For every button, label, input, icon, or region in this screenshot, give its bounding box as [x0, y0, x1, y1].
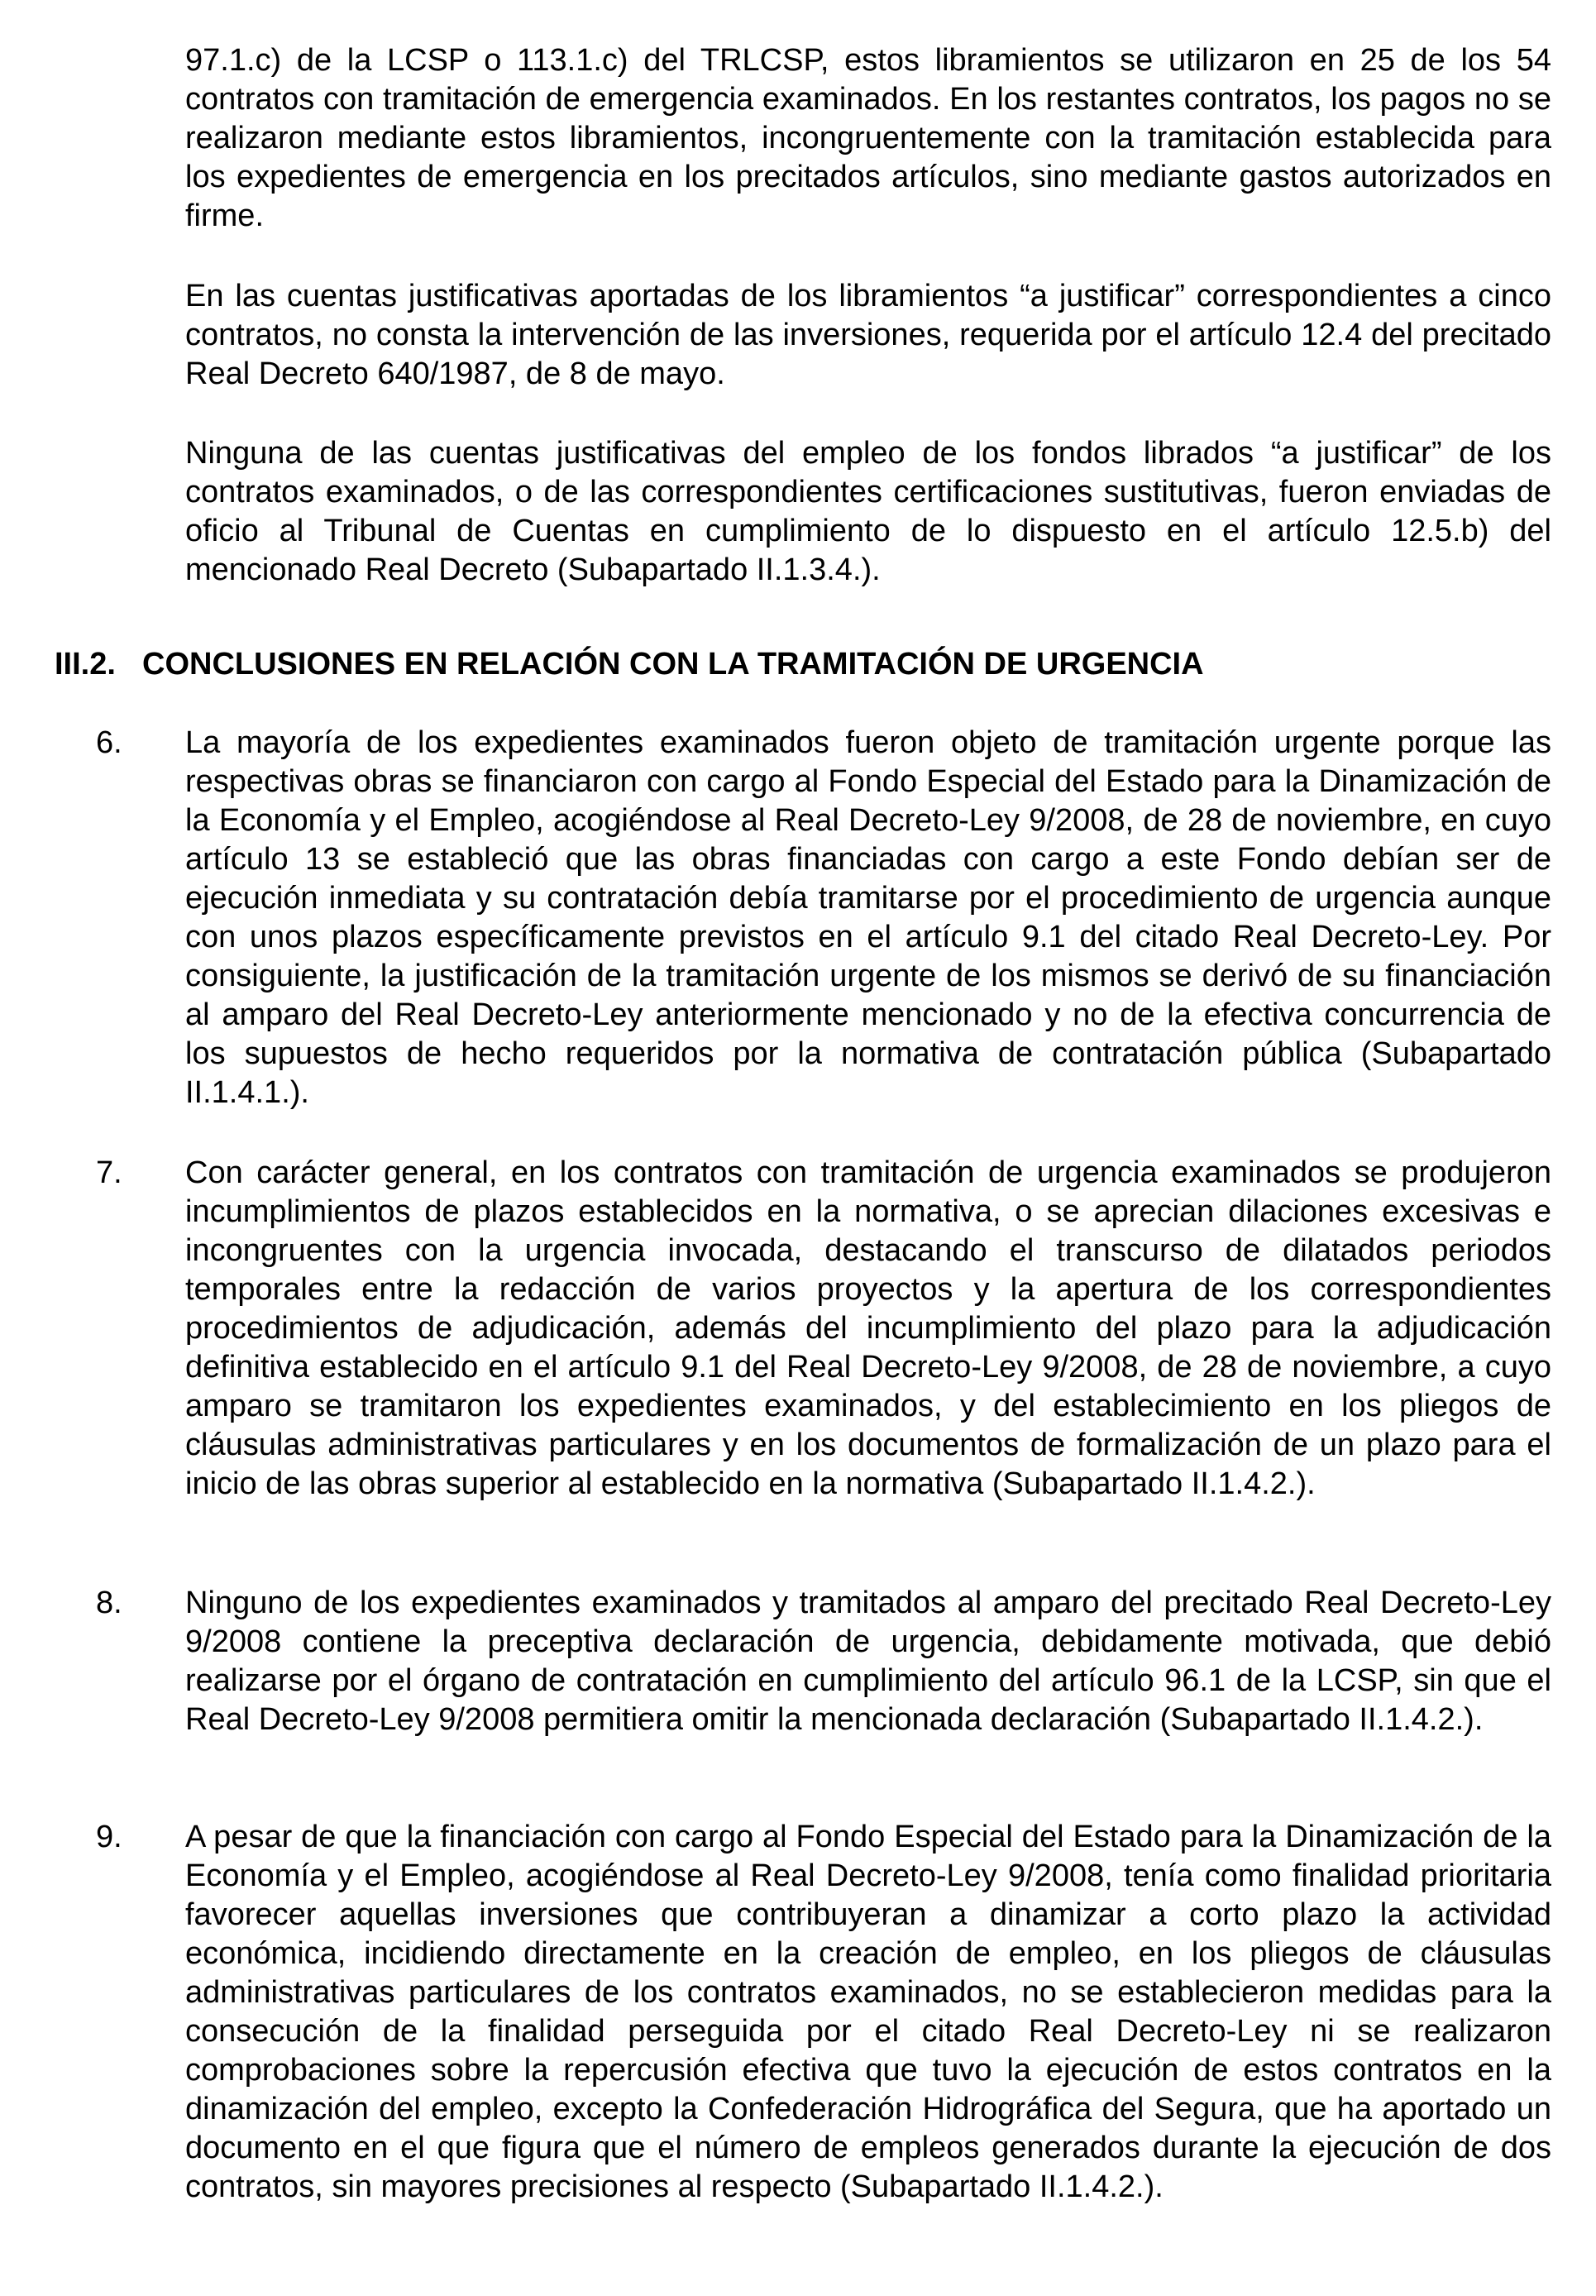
item-text-7: Con carácter general, en los contratos con tramitación de urgencia examinados se produjeron incumplimientos de plazos establecidos en la normativa, o se aprecian dilaciones excesivas e incongruentes con la urgencia invocada, destacando el transcurso de dilatados periodos temporales entre la redacción de varios proyectos y la apertura de los correspondientes procedimientos de adjudicación, además del incumplimiento del plazo para la adjudicación definitiva establecido en el artículo 9.1 del Real Decreto-Ley 9/2008, de 28 de noviembre, a cuyo amparo se tramitaron los expedientes examinados, y del establecimiento en los pliegos de cláusulas administrativas particulares y en los documentos de formalización de un plazo para el inicio de las obras superior al establecido en la normativa (Subapartado II.1.4.2.). — [185, 1155, 1551, 1501]
item-number-8: 8. — [96, 1586, 122, 1620]
paragraph-envio-tribunal: Ninguna de las cuentas justificativas del empleo de los fondos librados “a justificar” de los contratos examinados, o de las correspondientes certificaciones sustitutivas, fueron enviadas de oficio al Tribunal de Cuentas en cumplimiento de lo dispuesto en el artículo 12.5.b) del mencionado Real Decreto (Subapartado II.1.3.4.). — [185, 436, 1551, 587]
section-heading — [55, 645, 1551, 684]
item-text-9: A pesar de que la financiación con cargo al Fondo Especial del Estado para la Dinamización de la Economía y el Empleo, acogiéndose al Real Decreto-Ley 9/2008, tenía como finalidad prioritaria favorecer aquellas inversiones que contribuyeran a dinamizar a corto plazo la actividad económica, incidiendo directamente en la creación de empleo, en los pliegos de cláusulas administrativas particulares de los contratos examinados, no se establecieron medidas para la consecución de la finalidad perseguida por el citado Real Decreto-Ley ni se realizaron comprobaciones sobre la repercusión efectiva que tuvo la ejecución de estos contratos en la dinamización del empleo, excepto la Confederación Hidrográfica del Segura, que ha aportado un documento en el que figura que el número de empleos generados durante la ejecución de dos contratos, sin mayores precisiones al respecto (Subapartado II.1.4.2.). — [185, 1820, 1551, 2204]
section-number: III.2. — [55, 647, 116, 682]
item-number-9: 9. — [96, 1820, 122, 1854]
paragraph-libramientos-emergencia: 97.1.c) de la LCSP o 113.1.c) del TRLCSP, estos libramientos se utilizaron en 25 de los 54 contratos con tramitación de emergencia examinados. En los restantes contratos, los pagos no se realizaron mediante estos libramientos, incongruentemente con la tramitación establecida para los expedientes de emergencia en los precitados artículos, sino mediante gastos autorizados en firme. — [185, 43, 1551, 233]
item-text-6: La mayoría de los expedientes examinados fueron objeto de tramitación urgente porque las respectivas obras se financiaron con cargo al Fondo Especial del Estado para la Dinamización de la Economía y el Empleo, acogiéndose al Real Decreto-Ley 9/2008, de 28 de noviembre, en cuyo artículo 13 se estableció que las obras financiadas con cargo a este Fondo debían ser de ejecución inmediata y su contratación debía tramitarse por el procedimiento de urgencia aunque con unos plazos específicamente previstos en el artículo 9.1 del citado Real Decreto-Ley. Por consiguiente, la justificación de la tramitación urgente de los mismos se derivó de su financiación al amparo del Real Decreto-Ley anteriormente mencionado y no de la efectiva concurrencia de los supuestos de hecho requeridos por la normativa de contratación pública (Subapartado II.1.4.1.). — [185, 725, 1551, 1110]
item-number-7: 7. — [96, 1155, 122, 1190]
item-number-6: 6. — [96, 725, 122, 760]
section-title: CONCLUSIONES EN RELACIÓN CON LA TRAMITACIÓN DE URGENCIA — [142, 647, 1204, 682]
item-text-8: Ninguno de los expedientes examinados y tramitados al amparo del precitado Real Decreto-Ley 9/2008 contiene la preceptiva declaración de urgencia, debidamente motivada, que debió realizarse por el órgano de contratación en cumplimiento del artículo 96.1 de la LCSP, sin que el Real Decreto-Ley 9/2008 permitiera omitir la mencionada declaración (Subapartado II.1.4.2.). — [185, 1586, 1551, 1737]
paragraph-cuentas-justificativas: En las cuentas justificativas aportadas de los libramientos “a justificar” correspondientes a cinco contratos, no consta la intervención de las inversiones, requerida por el artículo 12.4 del precitado Real Decreto 640/1987, de 8 de mayo. — [185, 279, 1551, 391]
